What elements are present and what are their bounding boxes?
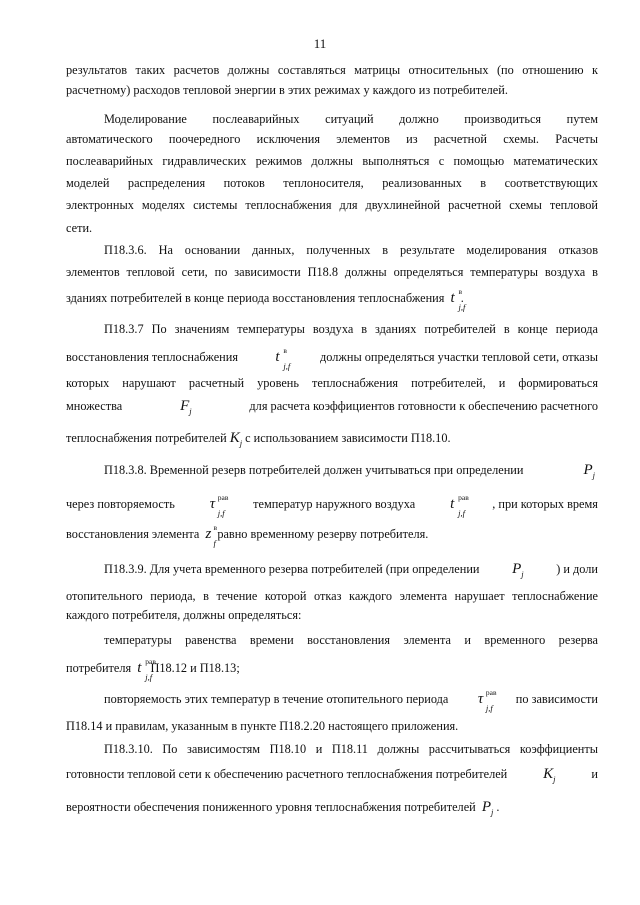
text-line [104,462,598,483]
text-segment: , при которых время [492,497,598,511]
text-line: расчетному) расходов тепловой энергии в этих режимах у каждого из потребителей. [66,83,508,97]
text-line: П18.3.6. На основании данных, полученных в результате моделирования отказов [104,243,598,257]
text-line [66,287,598,312]
text-segment: для расчета коэффициентов готовности к обеспечению расчетного [249,399,598,413]
text-segment: по зависимости [515,692,598,706]
text-line: температуры равенства времени восстановления элемента и временного резерва [104,633,598,647]
text-line: Моделирование послеаварийных ситуаций должно производиться путем [104,112,598,126]
text-segment: вероятности обеспечения пониженного уровня теплоснабжения потребителей [66,800,476,814]
text-line: П18.14 и правилам, указанным в пункте П18.2.20 настоящего приложения. [66,719,459,733]
text-segment: П18.12 и П18.13; [150,661,240,675]
formula-K-j: $K_j$ [543,766,556,784]
formula-t-v-jf: t в j,f [450,287,466,312]
text-segment: готовности тепловой сети к обеспечению расчетного теплоснабжения потребителей [66,767,508,781]
text-segment: ) и доли [556,562,598,576]
text-segment: множества [66,399,123,413]
text-line [104,561,598,582]
text-line [66,430,598,451]
text-line: элементов тепловой сети, по зависимости П18.8 должны определяться температуры воздуха в [66,265,598,279]
text-segment: . [496,800,500,814]
formula-P-j: $P_j$ [583,462,595,480]
text-line: автоматического поочередного исключения элементов из расчетной схемы. Расчеты [66,132,598,146]
text-line: отопительного периода, в течение которой отказ каждого элемента нарушает теплоснабжение [66,589,598,603]
page-number: 11 [313,36,327,51]
text-segment: через повторяемость [66,497,175,511]
text-line [66,799,598,820]
text-line [66,766,598,787]
text-line: сети. [66,221,93,235]
text-segment: восстановления теплоснабжения [66,350,238,364]
text-segment: потребителя [66,661,132,675]
text-segment: восстановления элемента [66,527,200,541]
text-line [66,398,598,419]
text-line: которых нарушают расчетный уровень теплоснабжения потребителей, и формироваться [66,376,598,390]
formula-z-v-f: z в f [205,523,218,548]
text-segment: повторяемость этих температур в течение отопительного периода [104,692,449,706]
text-line: каждого потребителя, должны определяться: [66,608,302,622]
text-line: электронных моделях системы теплоснабжения для двухлинейной расчетной схемы тепловой [66,198,598,212]
formula-F-j: $F_j$ [180,398,192,416]
text-line [104,688,598,713]
text-line [66,346,598,371]
text-line: послеаварийных гидравлических режимов должны выполняться с помощью математических [66,154,598,168]
text-segment: зданиях потребителей в конце периода восстановления теплоснабжения [66,291,445,305]
text-segment: равно временному резерву потребителя. [217,527,429,541]
text-line: П18.3.7 По значениям температуры воздуха в зданиях потребителей в конце периода [104,322,598,336]
text-segment: П18.3.8. Временной резерв потребителей должен учитываться при определении [104,463,524,477]
text-line [66,657,598,682]
formula-t-v-jf: t в j,f [275,346,291,371]
text-line [66,493,598,518]
formula-P-j: $P_j$ [481,799,494,817]
text-segment: П18.3.9. Для учета временного резерва потребителей (при определении [104,562,480,576]
text-line: моделей распределения потоков теплоносителя, реализованных в соответствующих [66,176,598,190]
formula-t-rav-jf: t рав j,f [137,657,156,682]
text-line: результатов таких расчетов должны составляться матрицы относительных (по отношению к [66,63,598,77]
formula-K-j: $K_j$ [229,430,243,448]
text-segment: с использованием зависимости П18.10. [245,431,451,445]
formula-tau-rav-jf: τ рав j,f [477,688,497,713]
text-line: П18.3.10. По зависимостям П18.10 и П18.11 должны рассчитываться коэффициенты [104,742,598,756]
text-segment: теплоснабжения потребителей [66,431,227,445]
formula-P-j: $P_j$ [512,561,524,579]
text-segment: температур наружного воздуха [253,497,416,511]
text-segment: и [591,767,598,781]
text-segment: . [460,291,464,305]
formula-tau-rav-jf: τ рав j,f [209,493,229,518]
text-segment: должны определяться участки тепловой сети, отказы [319,350,598,364]
text-line [66,523,598,548]
formula-t-rav-jf: t рав j,f [450,493,469,518]
